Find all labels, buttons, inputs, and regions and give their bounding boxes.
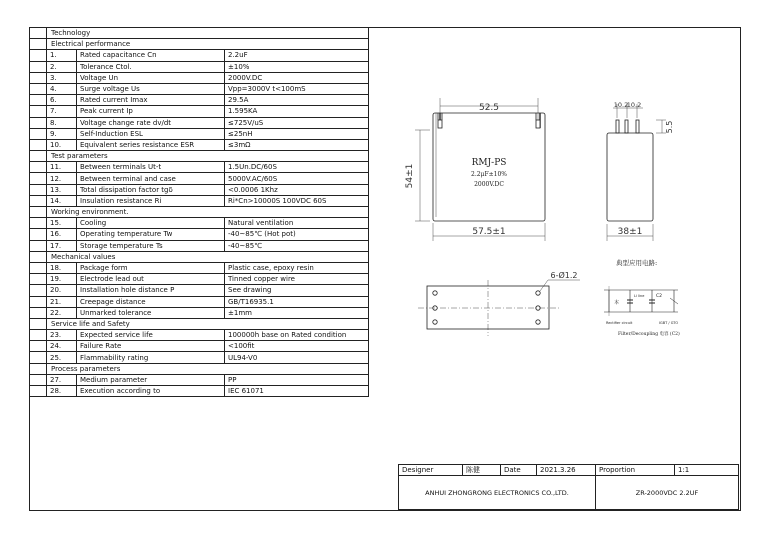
section-title: Electrical performance xyxy=(47,39,369,50)
spec-row xyxy=(30,285,369,296)
section-row xyxy=(30,28,369,39)
front-view xyxy=(415,98,545,241)
param-name: Rated current Imax xyxy=(77,95,225,106)
dim-width-bottom: 57.5±1 xyxy=(472,227,506,237)
section-row xyxy=(30,318,369,329)
param-value: ±1mm xyxy=(225,307,369,318)
section-title: Mechanical values xyxy=(47,251,369,262)
row-margin-cell xyxy=(30,83,47,94)
param-name: Expected service life xyxy=(77,330,225,341)
param-value: <100fit xyxy=(225,341,369,352)
dim-side-height: 5.5 xyxy=(665,120,674,134)
date-label: Date xyxy=(501,465,537,476)
spec-row xyxy=(30,106,369,117)
date-value: 2021.3.26 xyxy=(537,465,596,476)
row-margin-cell xyxy=(30,61,47,72)
row-number: 22. xyxy=(47,307,77,318)
param-value: Plastic case, epoxy resin xyxy=(225,262,369,273)
row-margin-cell xyxy=(30,307,47,318)
dim-depth: 38±1 xyxy=(617,227,643,237)
spec-row xyxy=(30,386,369,397)
spec-row xyxy=(30,83,369,94)
circuit-li: Li line xyxy=(634,294,645,298)
row-number: 12. xyxy=(47,173,77,184)
circuit-c2: C2 xyxy=(656,294,663,299)
row-margin-cell xyxy=(30,218,47,229)
row-number: 15. xyxy=(47,218,77,229)
param-name: Cooling xyxy=(77,218,225,229)
side-view xyxy=(607,104,666,241)
section-row xyxy=(30,39,369,50)
param-value: 100000h base on Rated condition xyxy=(225,330,369,341)
spec-row xyxy=(30,218,369,229)
section-row xyxy=(30,207,369,218)
spec-row xyxy=(30,162,369,173)
dim-pin-a: 10.2 xyxy=(613,101,629,109)
part-number: ZR-2000VDC 2.2UF xyxy=(596,476,739,510)
param-name: Equivalent series resistance ESR xyxy=(77,139,225,150)
dim-height: 54±1 xyxy=(405,163,415,189)
row-number: 17. xyxy=(47,240,77,251)
spec-row xyxy=(30,117,369,128)
param-value: IEC 61071 xyxy=(225,386,369,397)
row-number: 23. xyxy=(47,330,77,341)
param-value: Vpp=3000V t<100mS xyxy=(225,83,369,94)
param-name: Storage temperature Ts xyxy=(77,240,225,251)
row-margin-cell xyxy=(30,95,47,106)
param-value: <0.0006 1Khz xyxy=(225,184,369,195)
row-margin-cell xyxy=(30,207,47,218)
circuit-rectifier-symbol: 本 xyxy=(614,300,620,306)
row-number: 10. xyxy=(47,139,77,150)
row-margin-cell xyxy=(30,39,47,50)
section-row xyxy=(30,251,369,262)
spec-row xyxy=(30,139,369,150)
param-name: Operating temperature Tw xyxy=(77,229,225,240)
hole xyxy=(536,291,540,295)
section-title: Process parameters xyxy=(47,363,369,374)
spec-row xyxy=(30,128,369,139)
param-value: UL94-V0 xyxy=(225,352,369,363)
row-margin-cell xyxy=(30,50,47,61)
section-title: Technology xyxy=(47,28,369,39)
row-number: 11. xyxy=(47,162,77,173)
label-capacitance: 2.2μF±10% xyxy=(471,171,507,178)
hole-view xyxy=(418,280,580,336)
param-value: 1.595KA xyxy=(225,106,369,117)
spec-row xyxy=(30,95,369,106)
row-margin-cell xyxy=(30,352,47,363)
spec-row xyxy=(30,352,369,363)
param-name: Insulation resistance Ri xyxy=(77,195,225,206)
row-number: 18. xyxy=(47,262,77,273)
param-name: Between terminals Ut-t xyxy=(77,162,225,173)
row-number: 13. xyxy=(47,184,77,195)
param-value: -40~85℃ (Hot pot) xyxy=(225,229,369,240)
param-value: 1.5Un.DC/60S xyxy=(225,162,369,173)
row-margin-cell xyxy=(30,296,47,307)
spec-row xyxy=(30,262,369,273)
param-name: Creepage distance xyxy=(77,296,225,307)
spec-row xyxy=(30,296,369,307)
spec-row xyxy=(30,61,369,72)
spec-row xyxy=(30,374,369,385)
row-margin-cell xyxy=(30,195,47,206)
param-name: Self-Induction ESL xyxy=(77,128,225,139)
param-name: Flammability rating xyxy=(77,352,225,363)
section-title: Service life and Safety xyxy=(47,318,369,329)
row-number: 2. xyxy=(47,61,77,72)
row-margin-cell xyxy=(30,173,47,184)
param-value: 2.2uF xyxy=(225,50,369,61)
param-value: 5000V.AC/60S xyxy=(225,173,369,184)
row-number: 24. xyxy=(47,341,77,352)
param-value: See drawing xyxy=(225,285,369,296)
row-number: 14. xyxy=(47,195,77,206)
param-value: Natural ventilation xyxy=(225,218,369,229)
param-name: Voltage change rate dv/dt xyxy=(77,117,225,128)
row-margin-cell xyxy=(30,128,47,139)
param-name: Execution according to xyxy=(77,386,225,397)
label-voltage: 2000V.DC xyxy=(474,181,504,188)
row-margin-cell xyxy=(30,386,47,397)
circuit-left-note: Rectifier circuit xyxy=(606,321,633,325)
param-name: Installation hole distance P xyxy=(77,285,225,296)
row-margin-cell xyxy=(30,106,47,117)
row-number: 6. xyxy=(47,95,77,106)
param-name: Voltage Un xyxy=(77,72,225,83)
spec-row xyxy=(30,229,369,240)
param-value: PP xyxy=(225,374,369,385)
param-name: Tolerance Ctol. xyxy=(77,61,225,72)
dim-width-top: 52.5 xyxy=(478,103,500,113)
row-number: 3. xyxy=(47,72,77,83)
param-value: Ri*Cn>10000S 100VDC 60S xyxy=(225,195,369,206)
spec-row xyxy=(30,307,369,318)
spec-row xyxy=(30,240,369,251)
company-name: ANHUI ZHONGRONG ELECTRONICS CO.,LTD. xyxy=(399,476,596,510)
spec-row xyxy=(30,173,369,184)
row-number: 4. xyxy=(47,83,77,94)
section-row xyxy=(30,363,369,374)
section-row xyxy=(30,151,369,162)
row-margin-cell xyxy=(30,330,47,341)
spec-row xyxy=(30,330,369,341)
param-name: Package form xyxy=(77,262,225,273)
param-value: 2000V.DC xyxy=(225,72,369,83)
row-margin-cell xyxy=(30,162,47,173)
param-name: Between terminal and case xyxy=(77,173,225,184)
hole xyxy=(433,291,437,295)
row-margin-cell xyxy=(30,240,47,251)
spec-row xyxy=(30,184,369,195)
label-model: RMJ-PS xyxy=(471,158,507,168)
row-margin-cell xyxy=(30,229,47,240)
row-margin-cell xyxy=(30,251,47,262)
row-number: 20. xyxy=(47,285,77,296)
spec-row xyxy=(30,50,369,61)
row-margin-cell xyxy=(30,341,47,352)
row-number: 7. xyxy=(47,106,77,117)
circuit-caption: Filter/Decoupling 电容 (C2) xyxy=(618,332,680,337)
row-margin-cell xyxy=(30,285,47,296)
spec-row xyxy=(30,341,369,352)
row-number: 25. xyxy=(47,352,77,363)
capacitor-body-side xyxy=(607,133,653,221)
spec-row xyxy=(30,274,369,285)
param-value: -40~85℃ xyxy=(225,240,369,251)
row-margin-cell xyxy=(30,274,47,285)
param-value: ±10% xyxy=(225,61,369,72)
param-value: ≤3mΩ xyxy=(225,139,369,150)
row-number: 1. xyxy=(47,50,77,61)
row-margin-cell xyxy=(30,117,47,128)
row-margin-cell xyxy=(30,363,47,374)
row-margin-cell xyxy=(30,151,47,162)
proportion-label: Proportion xyxy=(596,465,675,476)
param-name: Medium parameter xyxy=(77,374,225,385)
param-value: ≤25nH xyxy=(225,128,369,139)
row-number: 9. xyxy=(47,128,77,139)
title-block xyxy=(398,464,739,510)
row-margin-cell xyxy=(30,28,47,39)
technical-drawing xyxy=(368,28,740,464)
hole xyxy=(433,320,437,324)
param-value: ≤725V/uS xyxy=(225,117,369,128)
designer-label: Designer xyxy=(399,465,463,476)
spec-row xyxy=(30,72,369,83)
dim-pin-b: 10.2 xyxy=(626,101,642,109)
row-margin-cell xyxy=(30,139,47,150)
row-number: 28. xyxy=(47,386,77,397)
dim-holes: 6-Ø1.2 xyxy=(550,271,578,280)
row-number: 16. xyxy=(47,229,77,240)
spec-table xyxy=(29,27,369,397)
param-name: Rated capacitance Cn xyxy=(77,50,225,61)
row-margin-cell xyxy=(30,262,47,273)
spec-row xyxy=(30,195,369,206)
hole xyxy=(536,320,540,324)
row-margin-cell xyxy=(30,72,47,83)
section-title: Working environment. xyxy=(47,207,369,218)
param-name: Electrode lead out xyxy=(77,274,225,285)
section-title: Test parameters xyxy=(47,151,369,162)
param-value: GB/T16935.1 xyxy=(225,296,369,307)
param-name: Unmarked tolerance xyxy=(77,307,225,318)
row-number: 8. xyxy=(47,117,77,128)
row-margin-cell xyxy=(30,318,47,329)
param-value: 29.5A xyxy=(225,95,369,106)
row-margin-cell xyxy=(30,184,47,195)
circuit-title: 典型应用电路: xyxy=(616,259,658,267)
row-margin-cell xyxy=(30,374,47,385)
param-name: Total dissipation factor tgδ xyxy=(77,184,225,195)
param-value: Tinned copper wire xyxy=(225,274,369,285)
designer-value: 陈健 xyxy=(463,465,501,476)
row-number: 27. xyxy=(47,374,77,385)
param-name: Peak current Ip xyxy=(77,106,225,117)
proportion-value: 1:1 xyxy=(675,465,739,476)
row-number: 19. xyxy=(47,274,77,285)
param-name: Surge voltage Us xyxy=(77,83,225,94)
row-number: 21. xyxy=(47,296,77,307)
circuit-right-note: IGBT / GTO xyxy=(659,321,679,325)
param-name: Failure Rate xyxy=(77,341,225,352)
